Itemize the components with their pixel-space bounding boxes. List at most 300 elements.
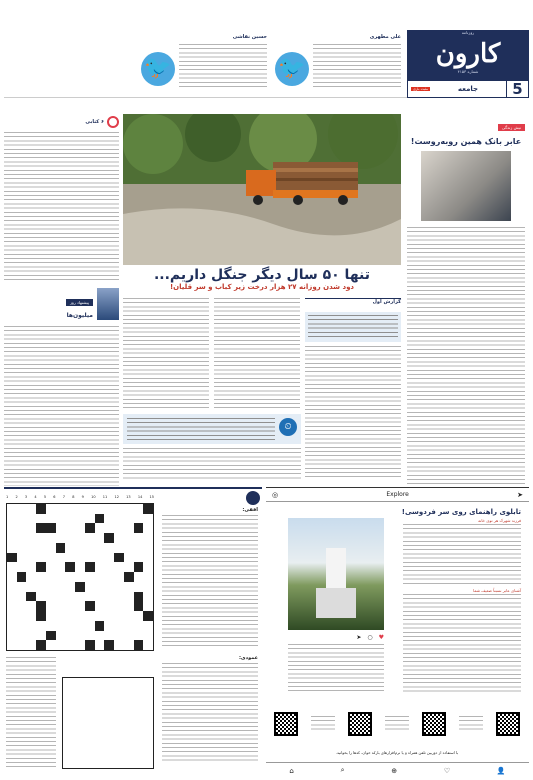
crossword-cell[interactable]	[95, 533, 105, 543]
crossword-cell[interactable]	[7, 572, 17, 582]
crossword-cell[interactable]	[143, 533, 153, 543]
crossword-cell[interactable]	[56, 640, 66, 650]
crossword-cell[interactable]	[65, 514, 75, 524]
crossword-cell[interactable]	[7, 611, 17, 621]
crossword-cell[interactable]	[75, 621, 85, 631]
sudoku-cell[interactable]	[113, 688, 123, 698]
crossword-cell[interactable]	[75, 533, 85, 543]
crossword-cell[interactable]	[75, 582, 85, 592]
crossword-cell[interactable]	[26, 553, 36, 563]
crossword-cell[interactable]	[17, 514, 27, 524]
sudoku-cell[interactable]	[63, 688, 73, 698]
crossword-cell[interactable]	[56, 514, 66, 524]
crossword-cell[interactable]	[95, 562, 105, 572]
crossword-cell[interactable]	[114, 640, 124, 650]
crossword-cell[interactable]	[26, 514, 36, 524]
share-icon[interactable]: ➤	[356, 634, 362, 641]
crossword-cell[interactable]	[56, 504, 66, 514]
crossword-cell[interactable]	[85, 592, 95, 602]
crossword-cell[interactable]	[124, 553, 134, 563]
crossword-cell[interactable]	[85, 572, 95, 582]
crossword-cell[interactable]	[17, 562, 27, 572]
crossword-cell[interactable]	[26, 533, 36, 543]
crossword-cell[interactable]	[7, 582, 17, 592]
sudoku-cell[interactable]	[83, 738, 93, 748]
qr-code[interactable]	[274, 712, 298, 736]
crossword-cell[interactable]	[114, 553, 124, 563]
crossword-cell[interactable]	[114, 504, 124, 514]
crossword-cell[interactable]	[124, 523, 134, 533]
crossword-cell[interactable]	[124, 572, 134, 582]
sudoku-cell[interactable]	[93, 738, 103, 748]
crossword-cell[interactable]	[85, 562, 95, 572]
crossword-cell[interactable]	[104, 621, 114, 631]
crossword-cell[interactable]	[17, 640, 27, 650]
sudoku-cell[interactable]	[83, 678, 93, 688]
crossword-cell[interactable]	[124, 504, 134, 514]
sudoku-cell[interactable]	[123, 738, 133, 748]
crossword-cell[interactable]	[124, 631, 134, 641]
crossword-cell[interactable]	[65, 562, 75, 572]
crossword-cell[interactable]	[75, 504, 85, 514]
sudoku-cell[interactable]	[63, 728, 73, 738]
crossword-cell[interactable]	[124, 611, 134, 621]
sudoku-cell[interactable]	[63, 748, 73, 758]
crossword-cell[interactable]	[124, 582, 134, 592]
sudoku-cell[interactable]	[73, 728, 83, 738]
crossword-cell[interactable]	[75, 523, 85, 533]
crossword-cell[interactable]	[104, 601, 114, 611]
crossword-cell[interactable]	[104, 611, 114, 621]
crossword-cell[interactable]	[75, 562, 85, 572]
crossword-cell[interactable]	[46, 621, 56, 631]
sudoku-cell[interactable]	[133, 718, 143, 728]
sudoku-cell[interactable]	[123, 728, 133, 738]
crossword-cell[interactable]	[46, 611, 56, 621]
sudoku-cell[interactable]	[133, 698, 143, 708]
crossword-cell[interactable]	[7, 562, 17, 572]
sudoku-cell[interactable]	[143, 708, 153, 718]
crossword-cell[interactable]	[134, 621, 144, 631]
crossword-cell[interactable]	[65, 533, 75, 543]
crossword-cell[interactable]	[85, 640, 95, 650]
crossword-cell[interactable]	[65, 611, 75, 621]
crossword-cell[interactable]	[56, 533, 66, 543]
crossword-cell[interactable]	[143, 543, 153, 553]
crossword-cell[interactable]	[36, 601, 46, 611]
crossword-cell[interactable]	[65, 640, 75, 650]
crossword-cell[interactable]	[75, 572, 85, 582]
sudoku-cell[interactable]	[63, 678, 73, 688]
crossword-cell[interactable]	[134, 572, 144, 582]
sudoku-cell[interactable]	[133, 738, 143, 748]
heart-icon[interactable]: ♥	[378, 634, 384, 641]
crossword-cell[interactable]	[143, 572, 153, 582]
sudoku-cell[interactable]	[93, 758, 103, 768]
crossword-cell[interactable]	[104, 562, 114, 572]
crossword-cell[interactable]	[85, 553, 95, 563]
crossword-cell[interactable]	[85, 601, 95, 611]
crossword-cell[interactable]	[17, 601, 27, 611]
crossword-cell[interactable]	[134, 533, 144, 543]
sudoku-cell[interactable]	[123, 698, 133, 708]
crossword-cell[interactable]	[7, 523, 17, 533]
heart-nav-icon[interactable]: ♡	[443, 766, 451, 775]
crossword-cell[interactable]	[26, 562, 36, 572]
qr-code[interactable]	[496, 712, 520, 736]
crossword-cell[interactable]	[56, 543, 66, 553]
crossword-cell[interactable]	[124, 621, 134, 631]
crossword-cell[interactable]	[17, 592, 27, 602]
crossword-cell[interactable]	[17, 543, 27, 553]
crossword-cell[interactable]	[46, 601, 56, 611]
crossword-cell[interactable]	[85, 621, 95, 631]
crossword-cell[interactable]	[85, 514, 95, 524]
crossword-cell[interactable]	[124, 543, 134, 553]
crossword-cell[interactable]	[17, 504, 27, 514]
sudoku-cell[interactable]	[83, 728, 93, 738]
crossword-cell[interactable]	[17, 631, 27, 641]
crossword-cell[interactable]	[85, 504, 95, 514]
sudoku-cell[interactable]	[113, 748, 123, 758]
crossword-cell[interactable]	[85, 582, 95, 592]
crossword-cell[interactable]	[17, 572, 27, 582]
crossword-cell[interactable]	[46, 592, 56, 602]
crossword-cell[interactable]	[56, 582, 66, 592]
qr-code[interactable]	[348, 712, 372, 736]
crossword-cell[interactable]	[65, 621, 75, 631]
sudoku-cell[interactable]	[103, 708, 113, 718]
crossword-cell[interactable]	[26, 543, 36, 553]
crossword-cell[interactable]	[143, 523, 153, 533]
crossword-cell[interactable]	[85, 543, 95, 553]
crossword-cell[interactable]	[114, 514, 124, 524]
crossword-cell[interactable]	[104, 504, 114, 514]
profile-icon[interactable]: 👤	[496, 766, 506, 775]
sudoku-cell[interactable]	[103, 758, 113, 768]
crossword-cell[interactable]	[95, 543, 105, 553]
crossword-cell[interactable]	[65, 504, 75, 514]
crossword-cell[interactable]	[124, 592, 134, 602]
crossword-cell[interactable]	[143, 621, 153, 631]
sudoku-cell[interactable]	[73, 698, 83, 708]
sudoku-cell[interactable]	[113, 718, 123, 728]
crossword-cell[interactable]	[104, 640, 114, 650]
crossword-cell[interactable]	[95, 572, 105, 582]
qr-code[interactable]	[422, 712, 446, 736]
sudoku-cell[interactable]	[73, 738, 83, 748]
crossword-cell[interactable]	[114, 582, 124, 592]
crossword-cell[interactable]	[7, 504, 17, 514]
crossword-cell[interactable]	[134, 504, 144, 514]
crossword-cell[interactable]	[114, 592, 124, 602]
sudoku-cell[interactable]	[73, 748, 83, 758]
crossword-cell[interactable]	[65, 582, 75, 592]
crossword-cell[interactable]	[36, 523, 46, 533]
crossword-cell[interactable]	[104, 582, 114, 592]
crossword-cell[interactable]	[85, 611, 95, 621]
crossword-cell[interactable]	[124, 601, 134, 611]
crossword-cell[interactable]	[95, 523, 105, 533]
crossword-cell[interactable]	[114, 543, 124, 553]
sudoku-cell[interactable]	[83, 758, 93, 768]
crossword-cell[interactable]	[95, 631, 105, 641]
crossword-cell[interactable]	[65, 572, 75, 582]
crossword-cell[interactable]	[56, 562, 66, 572]
crossword-cell[interactable]	[143, 611, 153, 621]
crossword-cell[interactable]	[104, 553, 114, 563]
crossword-cell[interactable]	[95, 504, 105, 514]
sudoku-cell[interactable]	[103, 728, 113, 738]
sudoku-cell[interactable]	[73, 758, 83, 768]
crossword-cell[interactable]	[95, 592, 105, 602]
crossword-cell[interactable]	[26, 582, 36, 592]
sudoku-cell[interactable]	[63, 698, 73, 708]
crossword-cell[interactable]	[134, 543, 144, 553]
crossword-cell[interactable]	[95, 601, 105, 611]
crossword-cell[interactable]	[75, 601, 85, 611]
crossword-cell[interactable]	[17, 611, 27, 621]
crossword-cell[interactable]	[7, 533, 17, 543]
crossword-cell[interactable]	[36, 640, 46, 650]
sudoku-cell[interactable]	[103, 738, 113, 748]
sudoku-cell[interactable]	[63, 708, 73, 718]
sudoku-cell[interactable]	[123, 758, 133, 768]
comment-icon[interactable]: ○	[367, 634, 373, 641]
crossword-cell[interactable]	[7, 621, 17, 631]
crossword-cell[interactable]	[36, 514, 46, 524]
crossword-cell[interactable]	[143, 553, 153, 563]
sudoku-cell[interactable]	[93, 728, 103, 738]
crossword-cell[interactable]	[46, 543, 56, 553]
crossword-cell[interactable]	[134, 631, 144, 641]
crossword-cell[interactable]	[143, 592, 153, 602]
search-icon[interactable]: ⌕	[340, 766, 345, 774]
crossword-cell[interactable]	[75, 514, 85, 524]
crossword-cell[interactable]	[26, 621, 36, 631]
crossword-cell[interactable]	[114, 562, 124, 572]
crossword-cell[interactable]	[26, 611, 36, 621]
crossword-cell[interactable]	[75, 592, 85, 602]
sudoku-cell[interactable]	[63, 738, 73, 748]
crossword-cell[interactable]	[143, 514, 153, 524]
sudoku-cell[interactable]	[63, 718, 73, 728]
crossword-cell[interactable]	[56, 601, 66, 611]
sudoku-cell[interactable]	[143, 728, 153, 738]
crossword-cell[interactable]	[36, 582, 46, 592]
crossword-cell[interactable]	[17, 621, 27, 631]
crossword-cell[interactable]	[143, 582, 153, 592]
sudoku-cell[interactable]	[133, 688, 143, 698]
sudoku-cell[interactable]	[133, 728, 143, 738]
crossword-cell[interactable]	[17, 523, 27, 533]
sudoku-cell[interactable]	[143, 698, 153, 708]
sudoku-cell[interactable]	[103, 698, 113, 708]
crossword-cell[interactable]	[124, 640, 134, 650]
crossword-cell[interactable]	[7, 514, 17, 524]
crossword-cell[interactable]	[85, 631, 95, 641]
crossword-cell[interactable]	[114, 523, 124, 533]
sudoku-cell[interactable]	[123, 718, 133, 728]
crossword-cell[interactable]	[134, 562, 144, 572]
crossword-cell[interactable]	[95, 621, 105, 631]
crossword-cell[interactable]	[104, 533, 114, 543]
crossword-cell[interactable]	[124, 562, 134, 572]
crossword-cell[interactable]	[56, 592, 66, 602]
crossword-cell[interactable]	[36, 572, 46, 582]
crossword-cell[interactable]	[17, 582, 27, 592]
crossword-cell[interactable]	[7, 553, 17, 563]
crossword-cell[interactable]	[134, 514, 144, 524]
sudoku-cell[interactable]	[83, 688, 93, 698]
crossword-cell[interactable]	[95, 553, 105, 563]
crossword-cell[interactable]	[46, 514, 56, 524]
crossword-cell[interactable]	[46, 640, 56, 650]
crossword-cell[interactable]	[26, 640, 36, 650]
sudoku-cell[interactable]	[123, 678, 133, 688]
crossword-cell[interactable]	[114, 631, 124, 641]
crossword-cell[interactable]	[104, 631, 114, 641]
crossword-cell[interactable]	[56, 611, 66, 621]
crossword-cell[interactable]	[36, 631, 46, 641]
crossword-cell[interactable]	[143, 631, 153, 641]
crossword-cell[interactable]	[95, 514, 105, 524]
sudoku-cell[interactable]	[113, 698, 123, 708]
crossword-cell[interactable]	[104, 523, 114, 533]
sudoku-cell[interactable]	[143, 688, 153, 698]
crossword-cell[interactable]	[95, 611, 105, 621]
crossword-cell[interactable]	[65, 592, 75, 602]
crossword-cell[interactable]	[143, 504, 153, 514]
crossword-cell[interactable]	[134, 553, 144, 563]
crossword-cell[interactable]	[134, 523, 144, 533]
crossword-cell[interactable]	[36, 611, 46, 621]
sudoku-cell[interactable]	[103, 688, 113, 698]
crossword-cell[interactable]	[75, 640, 85, 650]
sudoku-cell[interactable]	[143, 748, 153, 758]
sudoku-cell[interactable]	[73, 688, 83, 698]
crossword-cell[interactable]	[75, 553, 85, 563]
crossword-cell[interactable]	[114, 611, 124, 621]
crossword-cell[interactable]	[26, 504, 36, 514]
sudoku-cell[interactable]	[83, 708, 93, 718]
crossword-cell[interactable]	[143, 640, 153, 650]
sudoku-cell[interactable]	[93, 698, 103, 708]
sudoku-cell[interactable]	[103, 748, 113, 758]
crossword-cell[interactable]	[104, 572, 114, 582]
crossword-cell[interactable]	[7, 601, 17, 611]
sudoku-cell[interactable]	[93, 708, 103, 718]
sudoku-cell[interactable]	[93, 678, 103, 688]
sudoku-cell[interactable]	[133, 678, 143, 688]
crossword-cell[interactable]	[65, 523, 75, 533]
crossword-cell[interactable]	[7, 543, 17, 553]
crossword-cell[interactable]	[17, 553, 27, 563]
crossword-cell[interactable]	[134, 640, 144, 650]
sudoku-cell[interactable]	[113, 678, 123, 688]
crossword-cell[interactable]	[56, 553, 66, 563]
crossword-cell[interactable]	[56, 631, 66, 641]
crossword-cell[interactable]	[85, 533, 95, 543]
sudoku-cell[interactable]	[123, 688, 133, 698]
crossword-cell[interactable]	[26, 592, 36, 602]
add-icon[interactable]: ⊕	[391, 766, 398, 775]
crossword-cell[interactable]	[114, 572, 124, 582]
sudoku-cell[interactable]	[103, 718, 113, 728]
crossword-cell[interactable]	[65, 601, 75, 611]
crossword-cell[interactable]	[104, 592, 114, 602]
crossword-cell[interactable]	[124, 514, 134, 524]
crossword-grid[interactable]	[6, 503, 154, 651]
crossword-cell[interactable]	[104, 543, 114, 553]
sudoku-cell[interactable]	[93, 688, 103, 698]
sudoku-cell[interactable]	[143, 758, 153, 768]
sudoku-cell[interactable]	[113, 738, 123, 748]
crossword-cell[interactable]	[114, 621, 124, 631]
crossword-cell[interactable]	[56, 523, 66, 533]
sudoku-cell[interactable]	[113, 708, 123, 718]
sudoku-cell[interactable]	[113, 758, 123, 768]
crossword-cell[interactable]	[75, 611, 85, 621]
sudoku-cell[interactable]	[103, 678, 113, 688]
sudoku-grid[interactable]	[62, 677, 154, 769]
crossword-cell[interactable]	[95, 640, 105, 650]
sudoku-cell[interactable]	[63, 758, 73, 768]
crossword-cell[interactable]	[26, 631, 36, 641]
sudoku-cell[interactable]	[133, 708, 143, 718]
crossword-cell[interactable]	[65, 631, 75, 641]
crossword-cell[interactable]	[36, 504, 46, 514]
sudoku-cell[interactable]	[83, 748, 93, 758]
sudoku-cell[interactable]	[143, 678, 153, 688]
crossword-cell[interactable]	[36, 562, 46, 572]
camera-icon[interactable]: ◎	[272, 490, 279, 499]
crossword-cell[interactable]	[75, 631, 85, 641]
send-icon[interactable]: ➤	[517, 490, 523, 499]
crossword-cell[interactable]	[95, 582, 105, 592]
sudoku-cell[interactable]	[83, 698, 93, 708]
crossword-cell[interactable]	[7, 592, 17, 602]
crossword-cell[interactable]	[134, 601, 144, 611]
crossword-cell[interactable]	[36, 543, 46, 553]
sudoku-cell[interactable]	[83, 718, 93, 728]
sudoku-cell[interactable]	[133, 758, 143, 768]
crossword-cell[interactable]	[124, 533, 134, 543]
crossword-cell[interactable]	[134, 582, 144, 592]
crossword-cell[interactable]	[36, 592, 46, 602]
crossword-cell[interactable]	[46, 504, 56, 514]
crossword-cell[interactable]	[104, 514, 114, 524]
crossword-cell[interactable]	[7, 631, 17, 641]
sudoku-cell[interactable]	[93, 718, 103, 728]
crossword-cell[interactable]	[56, 621, 66, 631]
crossword-cell[interactable]	[46, 553, 56, 563]
crossword-cell[interactable]	[46, 533, 56, 543]
crossword-cell[interactable]	[36, 553, 46, 563]
sudoku-cell[interactable]	[113, 728, 123, 738]
sudoku-cell[interactable]	[73, 708, 83, 718]
crossword-cell[interactable]	[134, 611, 144, 621]
crossword-cell[interactable]	[26, 601, 36, 611]
crossword-cell[interactable]	[65, 553, 75, 563]
crossword-cell[interactable]	[46, 572, 56, 582]
sudoku-cell[interactable]	[93, 748, 103, 758]
crossword-cell[interactable]	[114, 533, 124, 543]
crossword-cell[interactable]	[46, 582, 56, 592]
sudoku-cell[interactable]	[73, 678, 83, 688]
crossword-cell[interactable]	[7, 640, 17, 650]
sudoku-cell[interactable]	[143, 718, 153, 728]
